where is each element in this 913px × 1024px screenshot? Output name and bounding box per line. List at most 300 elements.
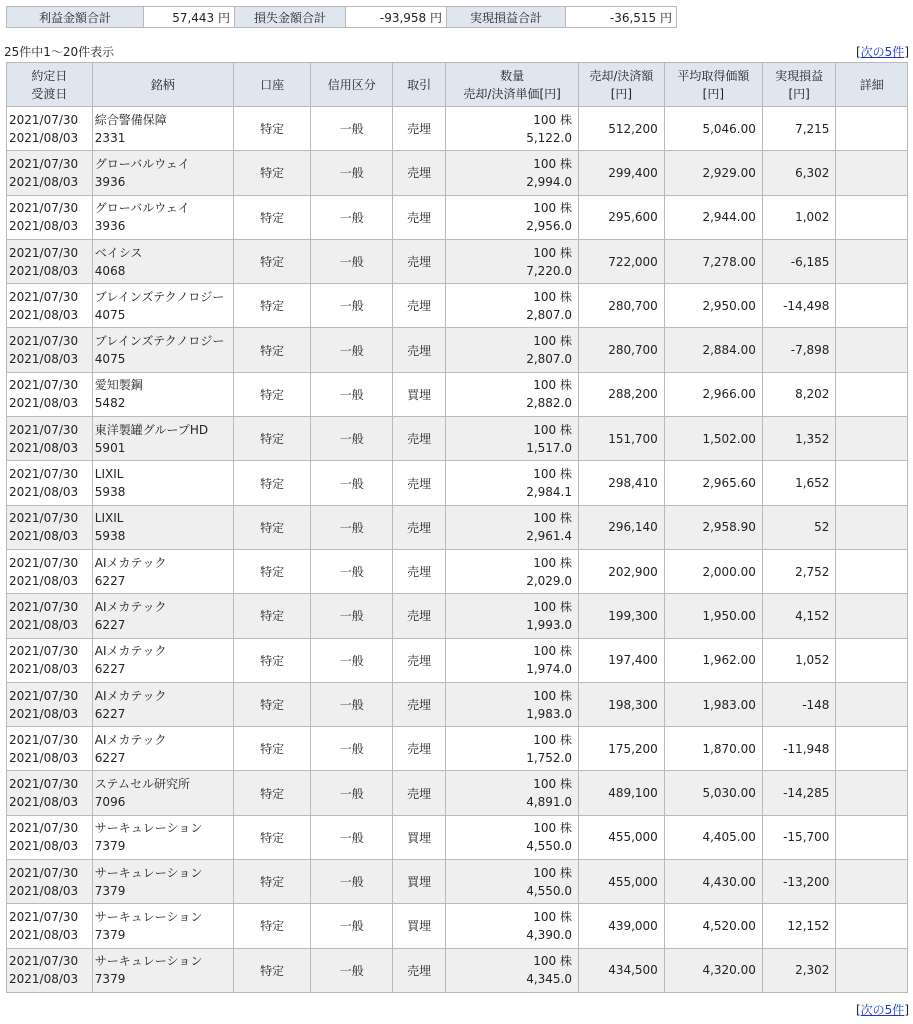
detail-cell	[836, 417, 908, 461]
stock-name: AIメカテック	[94, 688, 167, 703]
amount-cell: 298,410	[579, 461, 665, 505]
avg-cost-cell: 2,950.00	[664, 284, 762, 328]
avg-cost-cell: 2,966.00	[664, 372, 762, 416]
settle-date: 2021/08/03	[9, 219, 79, 234]
realized-pl-cell: 4,152	[762, 594, 836, 638]
account-cell: 特定	[233, 151, 311, 195]
header-trade: 取引	[393, 63, 446, 107]
settle-date: 2021/08/03	[9, 706, 79, 721]
quantity: 100 株	[533, 555, 573, 570]
trade-cell: 買埋	[393, 904, 446, 948]
stock-cell	[92, 948, 233, 992]
margin-cell: 一般	[311, 417, 393, 461]
stock-name: サーキュレーション	[94, 821, 203, 836]
trade-date: 2021/07/30	[9, 688, 79, 703]
quantity: 100 株	[533, 245, 573, 260]
qty-price-cell	[446, 505, 579, 549]
header-trade-date: 約定日	[31, 68, 68, 83]
quantity: 100 株	[533, 334, 573, 349]
qty-price-cell	[446, 682, 579, 726]
trade-date: 2021/07/30	[9, 954, 79, 969]
trade-cell: 売埋	[393, 549, 446, 593]
header-margin: 信用区分	[311, 63, 393, 107]
stock-code: 7379	[94, 927, 126, 942]
quantity: 100 株	[533, 865, 573, 880]
settle-date: 2021/08/03	[9, 440, 79, 455]
summary-table	[6, 6, 677, 28]
avg-cost-cell: 1,950.00	[664, 594, 762, 638]
quantity: 100 株	[533, 777, 573, 792]
qty-price-cell	[446, 771, 579, 815]
settle-date: 2021/08/03	[9, 839, 79, 854]
realized-pl-cell: 1,352	[762, 417, 836, 461]
trade-cell: 売埋	[393, 151, 446, 195]
unit-price: 4,345.0	[526, 972, 573, 987]
account-cell: 特定	[233, 372, 311, 416]
realized-pl-cell: -148	[762, 682, 836, 726]
date-cell	[7, 860, 93, 904]
date-cell	[7, 461, 93, 505]
unit-price: 7,220.0	[526, 263, 573, 278]
stock-cell	[92, 328, 233, 372]
trade-cell: 売埋	[393, 461, 446, 505]
settle-date: 2021/08/03	[9, 750, 79, 765]
trade-date: 2021/07/30	[9, 245, 79, 260]
settle-date: 2021/08/03	[9, 529, 79, 544]
table-row	[7, 549, 908, 593]
trade-cell: 売埋	[393, 417, 446, 461]
settle-date: 2021/08/03	[9, 662, 79, 677]
unit-price: 2,882.0	[526, 396, 573, 411]
stock-code: 7379	[94, 972, 126, 987]
amount-cell: 299,400	[579, 151, 665, 195]
detail-cell	[836, 549, 908, 593]
unit-price: 1,983.0	[526, 706, 573, 721]
table-row	[7, 638, 908, 682]
quantity: 100 株	[533, 112, 573, 127]
detail-cell	[836, 594, 908, 638]
unit-price: 2,029.0	[526, 573, 573, 588]
avg-cost-cell: 4,405.00	[664, 815, 762, 859]
unit-price: 1,752.0	[526, 750, 573, 765]
detail-cell	[836, 505, 908, 549]
stock-code: 5938	[94, 485, 126, 500]
settle-date: 2021/08/03	[9, 927, 79, 942]
amount-cell: 455,000	[579, 815, 665, 859]
header-qty-bottom: 売却/決済単価[円]	[463, 86, 561, 101]
unit-price: 4,390.0	[526, 927, 573, 942]
stock-cell	[92, 904, 233, 948]
account-cell: 特定	[233, 328, 311, 372]
amount-cell: 151,700	[579, 417, 665, 461]
pagination-top	[856, 43, 909, 60]
next-page-link-top[interactable]: 次の5件	[860, 45, 905, 59]
date-cell	[7, 815, 93, 859]
header-pl-top: 実現損益	[775, 68, 824, 83]
realized-pl-cell: 12,152	[762, 904, 836, 948]
table-row	[7, 948, 908, 992]
margin-cell: 一般	[311, 594, 393, 638]
stock-cell	[92, 505, 233, 549]
margin-cell: 一般	[311, 239, 393, 283]
quantity: 100 株	[533, 821, 573, 836]
unit-price: 2,994.0	[526, 174, 573, 189]
qty-price-cell	[446, 239, 579, 283]
date-cell	[7, 505, 93, 549]
stock-cell	[92, 727, 233, 771]
stock-code: 2331	[94, 130, 126, 145]
margin-cell: 一般	[311, 284, 393, 328]
quantity: 100 株	[533, 954, 573, 969]
trade-date: 2021/07/30	[9, 644, 79, 659]
margin-cell: 一般	[311, 638, 393, 682]
qty-price-cell	[446, 815, 579, 859]
quantity: 100 株	[533, 201, 573, 216]
account-cell: 特定	[233, 815, 311, 859]
stock-code: 4075	[94, 307, 126, 322]
stock-cell	[92, 638, 233, 682]
unit-price: 2,807.0	[526, 307, 573, 322]
table-row	[7, 682, 908, 726]
result-count: 25件中1～20件表示	[4, 45, 115, 59]
header-qty	[446, 63, 579, 107]
amount-cell: 296,140	[579, 505, 665, 549]
stock-code: 6227	[94, 617, 126, 632]
quantity: 100 株	[533, 644, 573, 659]
table-row	[7, 239, 908, 283]
quantity: 100 株	[533, 688, 573, 703]
avg-cost-cell: 2,958.90	[664, 505, 762, 549]
amount-cell: 722,000	[579, 239, 665, 283]
unit-price: 1,993.0	[526, 617, 573, 632]
trade-cell: 売埋	[393, 948, 446, 992]
date-cell	[7, 417, 93, 461]
avg-cost-cell: 1,983.00	[664, 682, 762, 726]
qty-price-cell	[446, 638, 579, 682]
amount-cell: 489,100	[579, 771, 665, 815]
trade-cell: 売埋	[393, 284, 446, 328]
stock-cell	[92, 771, 233, 815]
stock-name: LIXIL	[94, 511, 124, 526]
loss-total-value: -93,958 円	[346, 7, 447, 28]
table-row	[7, 328, 908, 372]
realized-pl-cell: 2,302	[762, 948, 836, 992]
margin-cell: 一般	[311, 904, 393, 948]
detail-cell	[836, 372, 908, 416]
bracket-open: [	[855, 45, 861, 59]
detail-cell	[836, 284, 908, 328]
stock-code: 6227	[94, 662, 126, 677]
header-detail: 詳細	[836, 63, 908, 107]
quantity: 100 株	[533, 599, 573, 614]
unit-price: 2,956.0	[526, 219, 573, 234]
stock-name: サーキュレーション	[94, 865, 203, 880]
trade-date: 2021/07/30	[9, 511, 79, 526]
avg-cost-cell: 2,929.00	[664, 151, 762, 195]
avg-cost-cell: 2,944.00	[664, 195, 762, 239]
stock-code: 7379	[94, 839, 126, 854]
unit-price: 5,122.0	[526, 130, 573, 145]
avg-cost-cell: 2,000.00	[664, 549, 762, 593]
account-cell: 特定	[233, 771, 311, 815]
settle-date: 2021/08/03	[9, 795, 79, 810]
margin-cell: 一般	[311, 505, 393, 549]
table-row	[7, 417, 908, 461]
realized-pl-cell: -6,185	[762, 239, 836, 283]
margin-cell: 一般	[311, 107, 393, 151]
detail-cell	[836, 948, 908, 992]
avg-cost-cell: 4,520.00	[664, 904, 762, 948]
settle-date: 2021/08/03	[9, 174, 79, 189]
qty-price-cell	[446, 328, 579, 372]
trade-cell: 売埋	[393, 594, 446, 638]
stock-code: 6227	[94, 706, 126, 721]
amount-cell: 434,500	[579, 948, 665, 992]
settle-date: 2021/08/03	[9, 883, 79, 898]
avg-cost-cell: 1,502.00	[664, 417, 762, 461]
table-row	[7, 815, 908, 859]
trade-date: 2021/07/30	[9, 201, 79, 216]
header-pl-bottom: [円]	[788, 86, 810, 101]
trade-cell: 売埋	[393, 328, 446, 372]
date-cell	[7, 771, 93, 815]
stock-name: LIXIL	[94, 467, 124, 482]
account-cell: 特定	[233, 461, 311, 505]
table-row	[7, 727, 908, 771]
unit-price: 4,550.0	[526, 839, 573, 854]
amount-cell: 280,700	[579, 328, 665, 372]
settle-date: 2021/08/03	[9, 352, 79, 367]
amount-cell: 288,200	[579, 372, 665, 416]
trade-date: 2021/07/30	[9, 334, 79, 349]
stock-name: グローバルウェイ	[94, 156, 190, 171]
detail-cell	[836, 239, 908, 283]
date-cell	[7, 195, 93, 239]
stock-cell	[92, 107, 233, 151]
stock-name: 愛知製鋼	[94, 378, 143, 393]
amount-cell: 197,400	[579, 638, 665, 682]
qty-price-cell	[446, 594, 579, 638]
margin-cell: 一般	[311, 727, 393, 771]
table-row	[7, 195, 908, 239]
header-qty-top: 数量	[500, 68, 525, 83]
realized-pl-cell: 6,302	[762, 151, 836, 195]
unit-price: 2,807.0	[526, 352, 573, 367]
header-row	[7, 63, 908, 107]
amount-cell: 198,300	[579, 682, 665, 726]
unit-price: 1,517.0	[526, 440, 573, 455]
qty-price-cell	[446, 904, 579, 948]
header-avg	[664, 63, 762, 107]
detail-cell	[836, 151, 908, 195]
unit-price: 1,974.0	[526, 662, 573, 677]
stock-cell	[92, 682, 233, 726]
stock-cell	[92, 417, 233, 461]
qty-price-cell	[446, 549, 579, 593]
table-row	[7, 771, 908, 815]
stock-name: ブレインズテクノロジー	[94, 289, 225, 304]
settle-date: 2021/08/03	[9, 396, 79, 411]
qty-price-cell	[446, 151, 579, 195]
results-body	[7, 107, 908, 993]
header-amount	[579, 63, 665, 107]
date-cell	[7, 328, 93, 372]
margin-cell: 一般	[311, 461, 393, 505]
settle-date: 2021/08/03	[9, 130, 79, 145]
header-account: 口座	[233, 63, 311, 107]
stock-cell	[92, 195, 233, 239]
stock-code: 3936	[94, 219, 126, 234]
trade-cell: 買埋	[393, 372, 446, 416]
margin-cell: 一般	[311, 682, 393, 726]
stock-name: 東洋製罐グループHD	[94, 422, 209, 437]
avg-cost-cell: 1,962.00	[664, 638, 762, 682]
account-cell: 特定	[233, 417, 311, 461]
qty-price-cell	[446, 860, 579, 904]
net-total-label: 実現損益合計	[447, 7, 566, 28]
settle-date: 2021/08/03	[9, 573, 79, 588]
trade-date: 2021/07/30	[9, 821, 79, 836]
amount-cell: 280,700	[579, 284, 665, 328]
stock-code: 6227	[94, 573, 126, 588]
stock-code: 5901	[94, 440, 126, 455]
trade-date: 2021/07/30	[9, 467, 79, 482]
loss-total-label: 損失金額合計	[235, 7, 346, 28]
stock-name: ステムセル研究所	[94, 777, 190, 792]
stock-code: 4068	[94, 263, 126, 278]
stock-cell	[92, 549, 233, 593]
margin-cell: 一般	[311, 151, 393, 195]
header-date	[7, 63, 93, 107]
avg-cost-cell: 2,884.00	[664, 328, 762, 372]
quantity: 100 株	[533, 422, 573, 437]
amount-cell: 455,000	[579, 860, 665, 904]
trade-cell: 売埋	[393, 195, 446, 239]
stock-name: AIメカテック	[94, 599, 167, 614]
qty-price-cell	[446, 461, 579, 505]
stock-name: グローバルウェイ	[94, 201, 190, 216]
unit-price: 4,550.0	[526, 883, 573, 898]
margin-cell: 一般	[311, 860, 393, 904]
quantity: 100 株	[533, 378, 573, 393]
trade-date: 2021/07/30	[9, 909, 79, 924]
bracket-open: [	[855, 1003, 861, 1017]
detail-cell	[836, 771, 908, 815]
trade-cell: 買埋	[393, 860, 446, 904]
amount-cell: 202,900	[579, 549, 665, 593]
avg-cost-cell: 7,278.00	[664, 239, 762, 283]
stock-code: 3936	[94, 174, 126, 189]
avg-cost-cell: 1,870.00	[664, 727, 762, 771]
realized-pl-cell: -15,700	[762, 815, 836, 859]
header-amount-top: 売却/決済額	[589, 68, 654, 83]
profit-total-value: 57,443 円	[144, 7, 235, 28]
trade-date: 2021/07/30	[9, 732, 79, 747]
stock-cell	[92, 860, 233, 904]
quantity: 100 株	[533, 156, 573, 171]
account-cell: 特定	[233, 638, 311, 682]
realized-pl-cell: 1,052	[762, 638, 836, 682]
table-row	[7, 594, 908, 638]
trade-cell: 買埋	[393, 815, 446, 859]
date-cell	[7, 284, 93, 328]
account-cell: 特定	[233, 904, 311, 948]
detail-cell	[836, 682, 908, 726]
header-settle-date: 受渡日	[31, 86, 68, 101]
net-total-value: -36,515 円	[566, 7, 677, 28]
table-row	[7, 107, 908, 151]
avg-cost-cell: 2,965.60	[664, 461, 762, 505]
unit-price: 2,961.4	[526, 529, 573, 544]
stock-code: 7379	[94, 883, 126, 898]
trade-date: 2021/07/30	[9, 378, 79, 393]
account-cell: 特定	[233, 239, 311, 283]
amount-cell: 199,300	[579, 594, 665, 638]
trade-date: 2021/07/30	[9, 777, 79, 792]
account-cell: 特定	[233, 505, 311, 549]
settle-date: 2021/08/03	[9, 263, 79, 278]
trade-cell: 売埋	[393, 107, 446, 151]
date-cell	[7, 372, 93, 416]
stock-code: 6227	[94, 750, 126, 765]
detail-cell	[836, 461, 908, 505]
realized-pl-cell: 52	[762, 505, 836, 549]
header-avg-bottom: [円]	[702, 86, 725, 101]
stock-cell	[92, 461, 233, 505]
bracket-close: ]	[904, 1003, 909, 1017]
stock-name: AIメカテック	[94, 555, 167, 570]
unit-price: 2,984.1	[526, 485, 573, 500]
realized-pl-cell: -11,948	[762, 727, 836, 771]
realized-pl-cell: -14,498	[762, 284, 836, 328]
trade-cell: 売埋	[393, 638, 446, 682]
settle-date: 2021/08/03	[9, 485, 79, 500]
stock-code: 5938	[94, 529, 126, 544]
date-cell	[7, 682, 93, 726]
stock-name: AIメカテック	[94, 644, 167, 659]
date-cell	[7, 549, 93, 593]
stock-cell	[92, 284, 233, 328]
date-cell	[7, 904, 93, 948]
settle-date: 2021/08/03	[9, 972, 79, 987]
stock-cell	[92, 239, 233, 283]
realized-pl-cell: -13,200	[762, 860, 836, 904]
next-page-link-bottom[interactable]: 次の5件	[860, 1003, 905, 1017]
account-cell: 特定	[233, 948, 311, 992]
avg-cost-cell: 4,320.00	[664, 948, 762, 992]
table-row	[7, 151, 908, 195]
detail-cell	[836, 904, 908, 948]
table-row	[7, 372, 908, 416]
qty-price-cell	[446, 372, 579, 416]
date-cell	[7, 727, 93, 771]
quantity: 100 株	[533, 467, 573, 482]
date-cell	[7, 594, 93, 638]
trade-cell: 売埋	[393, 682, 446, 726]
header-amount-bottom: [円]	[610, 86, 633, 101]
margin-cell: 一般	[311, 195, 393, 239]
account-cell: 特定	[233, 195, 311, 239]
amount-cell: 295,600	[579, 195, 665, 239]
quantity: 100 株	[533, 909, 573, 924]
stock-name: サーキュレーション	[94, 909, 203, 924]
header-name: 銘柄	[92, 63, 233, 107]
account-cell: 特定	[233, 107, 311, 151]
trade-cell: 売埋	[393, 727, 446, 771]
realized-pl-cell: 2,752	[762, 549, 836, 593]
detail-cell	[836, 860, 908, 904]
pagination-bottom	[856, 1001, 909, 1018]
